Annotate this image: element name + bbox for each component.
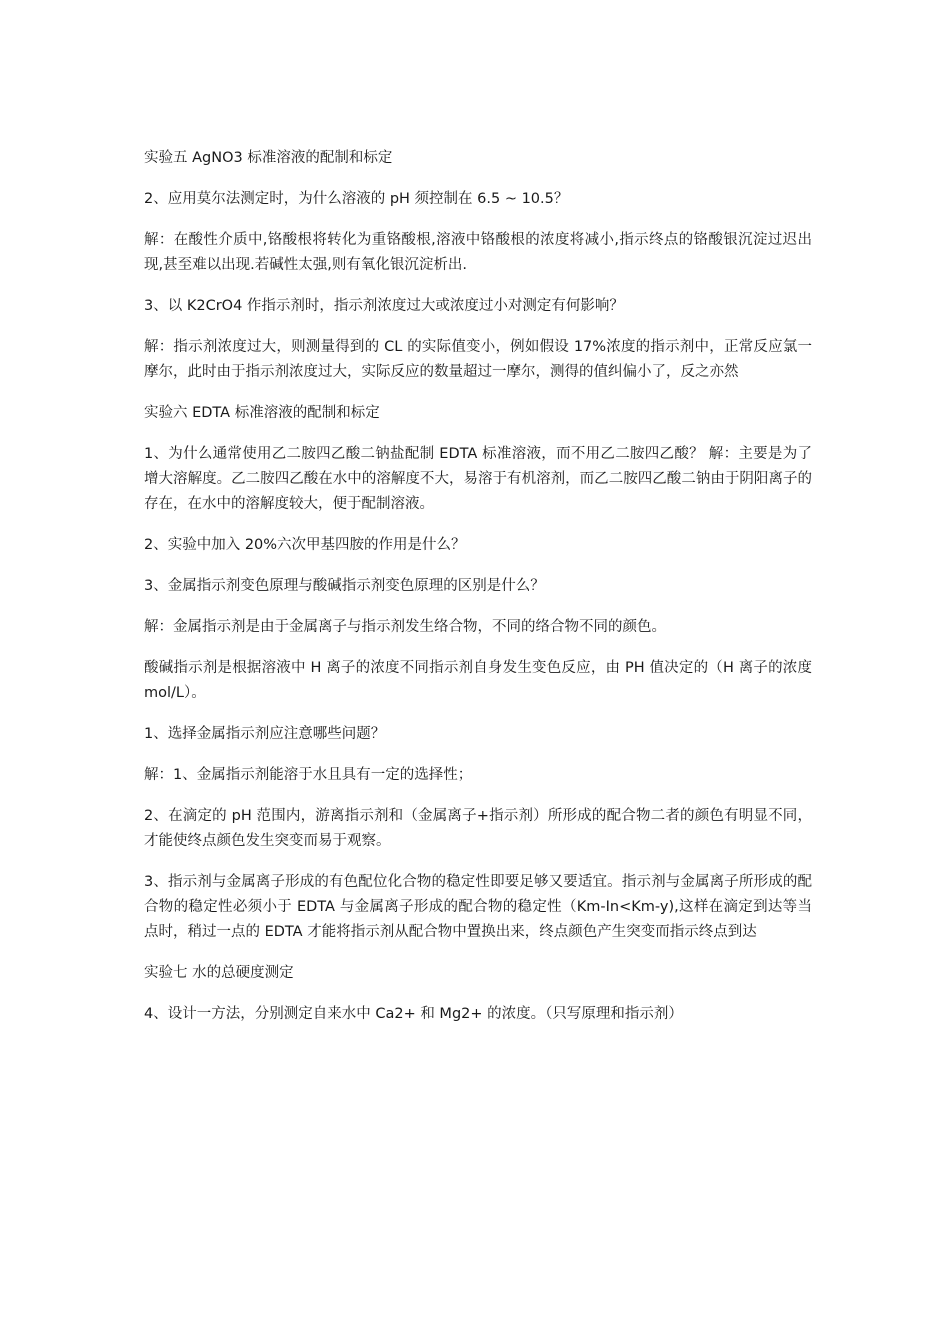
answer-ph-control: 解：在酸性介质中,铬酸根将转化为重铬酸根,溶液中铬酸根的浓度将减小,指示终点的铬酸银沉淀过迟出现,甚至难以出现.若碱性太强,则有氧化银沉淀析出. (144, 232, 812, 273)
answer-point-2: 2、在滴定的 pH 范围内，游离指示剂和（金属离子+指示剂）所形成的配合物二者的颜色有明显不同，才能使终点颜色发生突变而易于观察。 (144, 808, 812, 849)
question-ph-control: 2、应用莫尔法测定时，为什么溶液的 pH 须控制在 6.5 ~ 10.5？ (144, 191, 569, 207)
answer-point-1: 解：1、金属指示剂能溶于水且具有一定的选择性； (144, 767, 473, 783)
question-indicator-concentration: 3、以 K2CrO4 作指示剂时，指示剂浓度过大或浓度过小对测定有何影响？ (144, 298, 624, 314)
question-hexamine: 2、实验中加入 20%六次甲基四胺的作用是什么？ (144, 537, 466, 553)
question-indicator-principle: 3、金属指示剂变色原理与酸碱指示剂变色原理的区别是什么？ (144, 578, 545, 594)
section-heading-exp7: 实验七 水的总硬度测定 (144, 965, 294, 981)
question-choose-indicator: 1、选择金属指示剂应注意哪些问题？ (144, 726, 386, 742)
answer-metal-indicator: 解：金属指示剂是由于金属离子与指示剂发生络合物，不同的络合物不同的颜色。 (144, 619, 666, 635)
answer-acid-base-indicator: 酸碱指示剂是根据溶液中 H 离子的浓度不同指示剂自身发生变色反应，由 PH 值决定的（H 离子的浓度 mol/L）。 (144, 660, 812, 701)
answer-indicator-concentration: 解：指示剂浓度过大，则测量得到的 CL 的实际值变小，例如假设 17%浓度的指示剂中，正常反应氯一摩尔，此时由于指示剂浓度过大，实际反应的数量超过一摩尔，测得的值纠偏小了，反之亦然 (144, 339, 812, 380)
document-body (144, 146, 812, 1043)
section-heading-exp6: 实验六 EDTA 标准溶液的配制和标定 (144, 405, 380, 421)
question-answer-edta-salt: 1、为什么通常使用乙二胺四乙酸二钠盐配制 EDTA 标准溶液，而不用乙二胺四乙酸？ 解：主要是为了增大溶解度。乙二胺四乙酸在水中的溶解度不大，易溶于有机溶剂，而乙二胺四乙酸二钠由于阴阳离子的存在，在水中的溶解度较大，便于配制溶液。 (144, 446, 812, 512)
answer-point-3: 3、指示剂与金属离子形成的有色配位化合物的稳定性即要足够又要适宜。指示剂与金属离子所形成的配合物的稳定性必须小于 EDTA 与金属离子形成的配合物的稳定性（Km-In<Km-y),这样在滴定到达等当点时，稍过一点的 EDTA 才能将指示剂从配合物中置换出来，终点颜色产生突变而指示终点到达 (144, 874, 812, 940)
question-ca-mg: 4、设计一方法，分别测定自来水中 Ca2+ 和 Mg2+ 的浓度。（只写原理和指示剂） (144, 1006, 683, 1022)
section-heading-exp5: 实验五 AgNO3 标准溶液的配制和标定 (144, 150, 393, 166)
